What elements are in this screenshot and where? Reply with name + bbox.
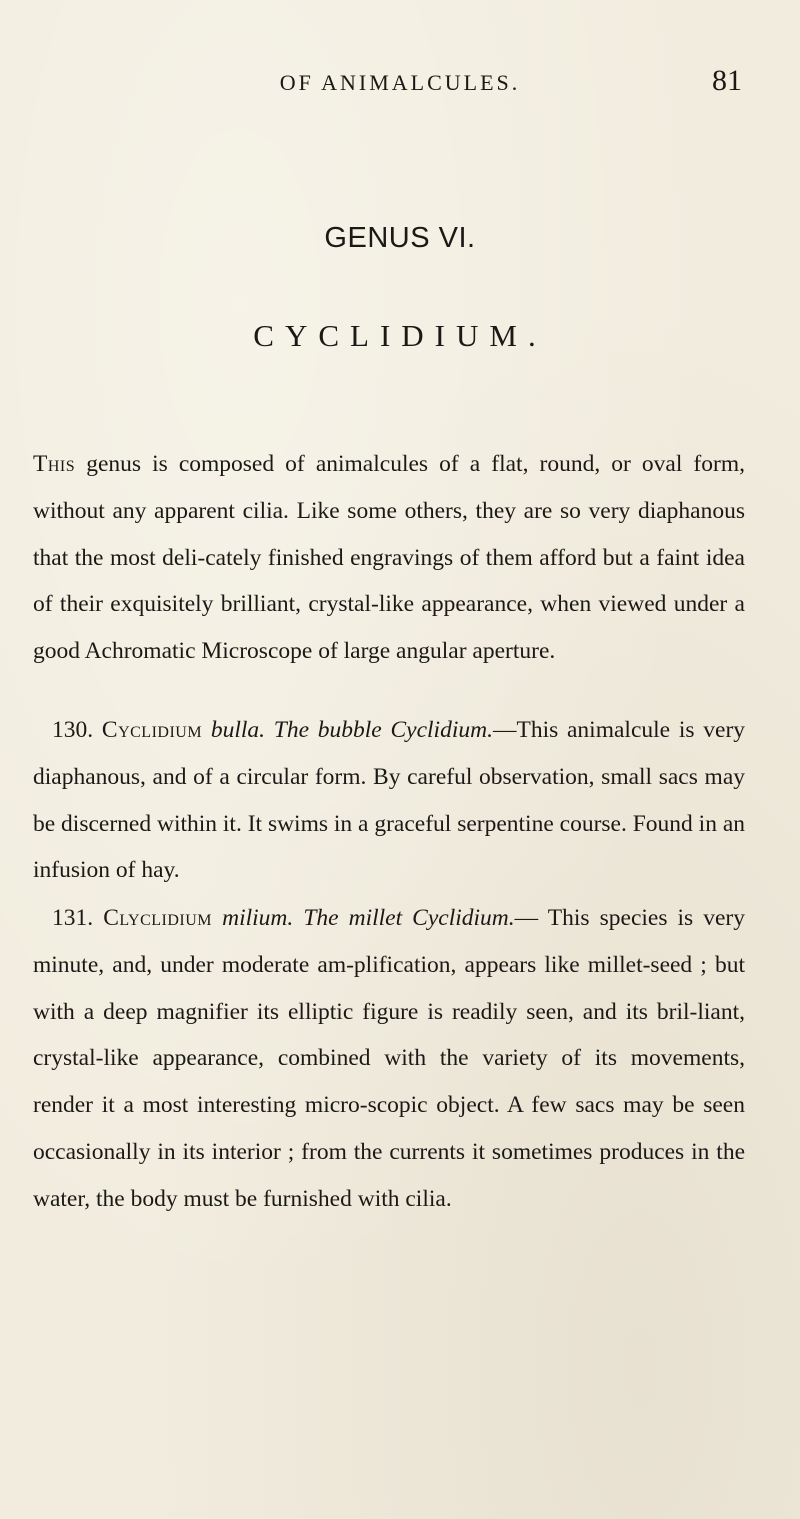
- species-number: 130.: [52, 717, 94, 743]
- species-genus: Cyclidium: [101, 717, 203, 743]
- running-head: [0, 64, 800, 104]
- species-genus: Clyclidium: [103, 905, 213, 931]
- page-number: 81: [712, 64, 742, 97]
- species-entry-130: [33, 707, 745, 894]
- species-latin-name: milium.: [222, 905, 294, 931]
- species-description: —This animalcule is very diaphanous, and of a circular form. By careful observation, small sacs may be discerned within it. It swims in a graceful serpentine course. Found in an infusion of hay.: [33, 717, 746, 884]
- species-common-name: The bubble Cyclidium.: [273, 717, 493, 743]
- intro-paragraph: [33, 441, 745, 675]
- species-latin-name: bulla.: [210, 717, 266, 743]
- species-number: 131.: [52, 905, 94, 931]
- intro-text: genus is composed of animalcules of a flat, round, or oval form, without any apparent cilia. Like some others, they are so very diaphanous that the most deli-cately finished engravings of them afford but a faint idea of their exquisitely brilliant, crystal-like appearance, when viewed under a good Achromatic Microscope of large angular aperture.: [33, 451, 745, 665]
- species-common-name: The millet Cyclidium.: [303, 905, 515, 931]
- species-description: — This species is very minute, and, under moderate am-plification, appears like millet-seed ; but with a deep magnifier its elliptic figure is readily seen, and its bril-liant, crystal-like appearance, combined with the variety of its movements, render it a most interesting micro-scopic object. A few sacs may be seen occasionally in its interior ; from the currents it sometimes produces in the water, the body must be furnished with cilia.: [33, 905, 746, 1212]
- species-entry-131: [33, 895, 745, 1223]
- running-title: OF ANIMALCULES.: [279, 70, 521, 95]
- genus-name: CYCLIDIUM.: [253, 318, 547, 353]
- intro-first-word: This: [33, 451, 76, 477]
- genus-heading: GENUS VI.: [324, 222, 476, 254]
